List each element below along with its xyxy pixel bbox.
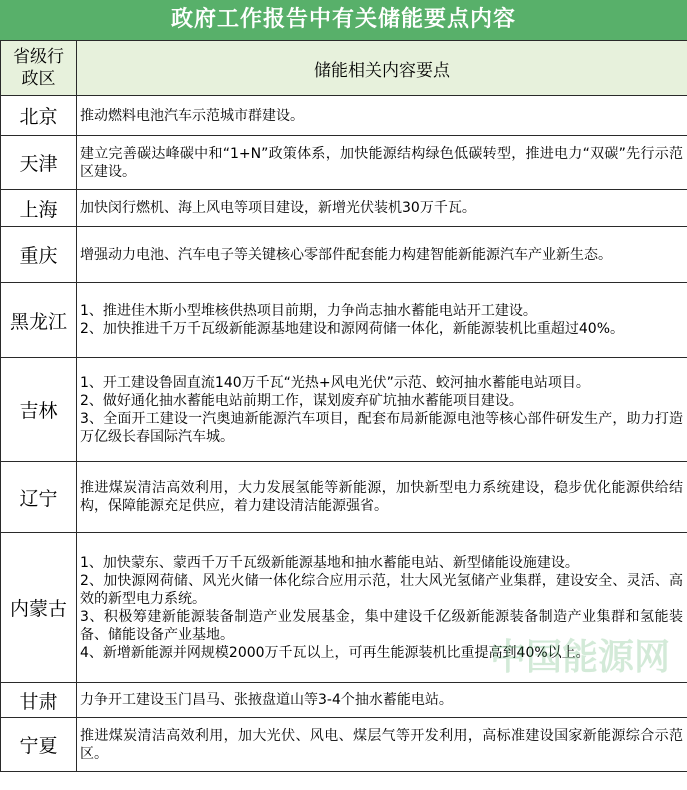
content-line: 2、做好通化抽水蓄能电站前期工作，谋划废弃矿坑抽水蓄能项目建设。: [80, 392, 523, 409]
content-cell: [77, 462, 687, 533]
content-header: 储能相关内容要点: [77, 41, 687, 96]
table-row: [1, 96, 687, 136]
content-line: 增强动力电池、汽车电子等关键核心零部件配套能力构建智能新能源汽车产业新生态。: [80, 246, 612, 263]
content-line: 3、积极筹建新能源装备制造产业发展基金，集中建设千亿级新能源装备制造产业集群和氢能装备、储能设备产业基地。: [80, 608, 683, 643]
province-cell: 内蒙古: [1, 533, 77, 683]
province-header: [1, 41, 77, 96]
table-row: [1, 533, 687, 683]
content-cell: [77, 683, 687, 718]
page-title: 政府工作报告中有关储能要点内容: [0, 0, 687, 40]
province-cell: 甘肃: [1, 683, 77, 718]
content-line: 3、全面开工建设一汽奥迪新能源汽车项目，配套布局新能源电池等核心部件研发生产，助力打造万亿级长春国际汽车城。: [80, 410, 683, 445]
content-cell: [77, 227, 687, 283]
content-cell: [77, 190, 687, 227]
province-cell: 吉林: [1, 358, 77, 462]
province-header-line2: 政区: [21, 69, 56, 89]
table-row: [1, 190, 687, 227]
table-row: [1, 358, 687, 462]
content-cell: [77, 283, 687, 358]
table-row: [1, 283, 687, 358]
table-row: [1, 718, 687, 772]
content-line: 2、加快推进千万千瓦级新能源基地建设和源网荷储一体化，新能源装机比重超过40%。: [80, 321, 625, 337]
table-row: [1, 462, 687, 533]
province-cell: 宁夏: [1, 718, 77, 772]
content-cell: [77, 96, 687, 136]
policy-table: [0, 40, 687, 772]
content-line: 2、加快源网荷储、风光火储一体化综合应用示范，壮大风光氢储产业集群，建设安全、灵活、高效的新型电力系统。: [80, 572, 683, 607]
content-line: 力争开工建设玉门昌马、张掖盘道山等3-4个抽水蓄能电站。: [80, 692, 453, 708]
table-row: [1, 136, 687, 190]
province-cell: 北京: [1, 96, 77, 136]
province-cell: 天津: [1, 136, 77, 190]
content-line: 1、加快蒙东、蒙西千万千瓦级新能源基地和抽水蓄能电站、新型储能设施建设。: [80, 554, 579, 571]
province-cell: 辽宁: [1, 462, 77, 533]
content-line: 推动燃料电池汽车示范城市群建设。: [80, 107, 304, 124]
province-cell: 上海: [1, 190, 77, 227]
province-cell: 重庆: [1, 227, 77, 283]
content-line: 推进煤炭清洁高效利用，加大光伏、风电、煤层气等开发利用，高标准建设国家新能源综合示范区。: [80, 727, 683, 762]
content-cell: [77, 136, 687, 190]
content-line: 4、新增新能源并网规模2000万千瓦以上，可再生能源装机比重提高到40%以上。: [80, 644, 590, 661]
table-row: [1, 227, 687, 283]
content-cell: [77, 533, 687, 683]
province-cell: 黑龙江: [1, 283, 77, 358]
content-cell: [77, 718, 687, 772]
content-line: 建立完善碳达峰碳中和“1+N”政策体系，加快能源结构绿色低碳转型，推进电力“双碳”先行示范区建设。: [80, 145, 683, 180]
province-header-line1: 省级行: [13, 47, 64, 67]
table-row: [1, 683, 687, 718]
content-line: 1、推进佳木斯小型堆核供热项目前期，力争尚志抽水蓄能电站开工建设。: [80, 303, 537, 319]
content-cell: [77, 358, 687, 462]
watermark-text: 中国能源网: [490, 637, 671, 678]
content-line: 加快闵行燃机、海上风电等项目建设，新增光伏装机30万千瓦。: [80, 200, 476, 216]
table-header-row: [1, 41, 687, 96]
content-line: 1、开工建设鲁固直流140万千瓦“光热+风电光伏”示范、蛟河抽水蓄能电站项目。: [80, 374, 590, 391]
content-line: 推进煤炭清洁高效利用，大力发展氢能等新能源，加快新型电力系统建设，稳步优化能源供给结构，保障能源充足供应，着力建设清洁能源强省。: [80, 480, 683, 514]
